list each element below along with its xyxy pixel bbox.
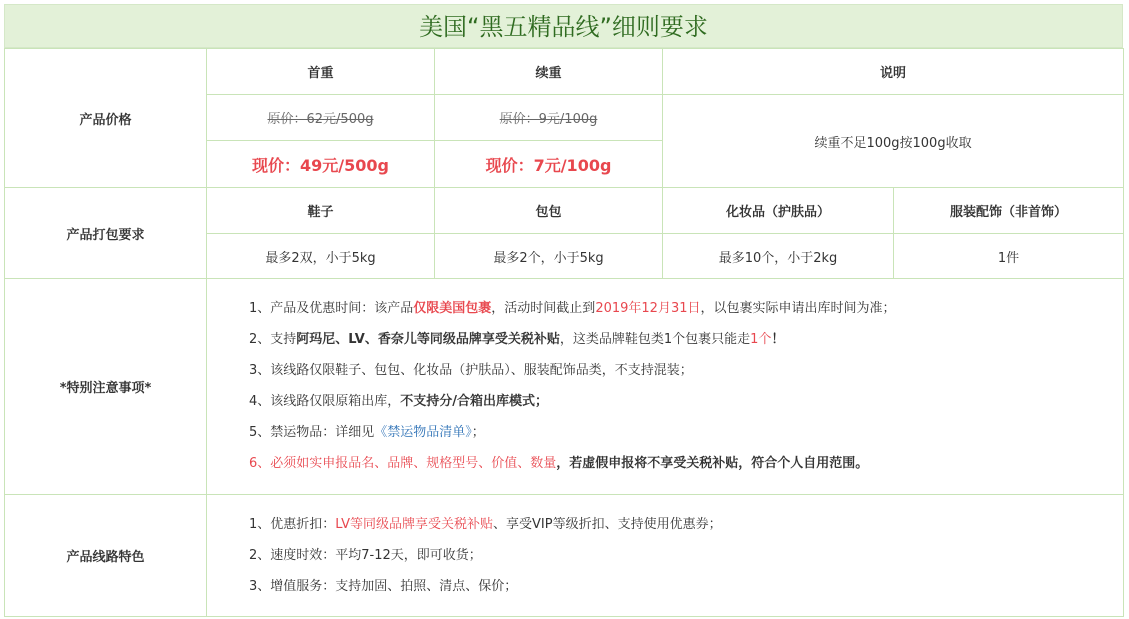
features-label: 产品线路特色 xyxy=(5,495,207,617)
note-item-1: 1、产品及优惠时间：该产品仅限美国包裹，活动时间截止到2019年12月31日，以包裹实际申请出库时间为准； xyxy=(249,301,896,316)
price-header-first-weight: 首重 xyxy=(207,49,435,95)
feature-item-2: 2、速度时效：平均7-12天，即可收货； xyxy=(249,547,482,563)
page-title: 美国“黑五精品线”细则要求 xyxy=(4,4,1123,48)
price-note: 续重不足100g按100g收取 xyxy=(663,95,1124,188)
note-item-4: 4、该线路仅限原箱出库，不支持分/合箱出库模式； xyxy=(249,394,549,409)
packing-header-apparel: 服装配饰（非首饰） xyxy=(894,188,1124,234)
current-price-first: 现价：49元/500g xyxy=(207,141,435,188)
packing-value-apparel: 1件 xyxy=(894,234,1124,279)
note-item-6: 6、必须如实申报品名、品牌、规格型号、价值、数量，若虚假申报将不享受关税补贴，符合个人自用范围。 xyxy=(249,456,869,471)
features-list xyxy=(207,495,1124,617)
note-item-3: 3、该线路仅限鞋子、包包、化妆品（护肤品）、服装配饰品类，不支持混装； xyxy=(249,363,693,378)
packing-value-bags: 最多2个，小于5kg xyxy=(435,234,663,279)
current-price-additional: 现价：7元/100g xyxy=(435,141,663,188)
notes-label: *特别注意事项* xyxy=(5,279,207,495)
note-item-2: 2、支持阿玛尼、LV、香奈儿等同级品牌享受关税补贴，这类品牌鞋包类1个包裹只能走1个！ xyxy=(249,332,785,347)
packing-value-shoes: 最多2双，小于5kg xyxy=(207,234,435,279)
original-price-first: 原价：62元/500g xyxy=(207,95,435,141)
prohibited-items-link[interactable]: 《禁运物品清单》 xyxy=(374,425,472,440)
packing-header-cosmetics: 化妆品（护肤品） xyxy=(663,188,894,234)
feature-item-3: 3、增值服务：支持加固、拍照、清点、保价； xyxy=(249,578,518,594)
note-item-5: 5、禁运物品：详细见《禁运物品清单》； xyxy=(249,425,485,440)
page xyxy=(4,4,1123,616)
packing-label: 产品打包要求 xyxy=(5,188,207,279)
price-header-note: 说明 xyxy=(663,49,1124,95)
price-header-additional-weight: 续重 xyxy=(435,49,663,95)
price-label: 产品价格 xyxy=(5,49,207,188)
packing-header-shoes: 鞋子 xyxy=(207,188,435,234)
notes-list xyxy=(207,279,1124,495)
packing-value-cosmetics: 最多10个，小于2kg xyxy=(663,234,894,279)
rules-table xyxy=(4,48,1124,617)
packing-header-bags: 包包 xyxy=(435,188,663,234)
feature-item-1: 1、优惠折扣：LV等同级品牌享受关税补贴、享受VIP等级折扣、支持使用优惠券； xyxy=(249,516,722,532)
original-price-additional: 原价：9元/100g xyxy=(435,95,663,141)
